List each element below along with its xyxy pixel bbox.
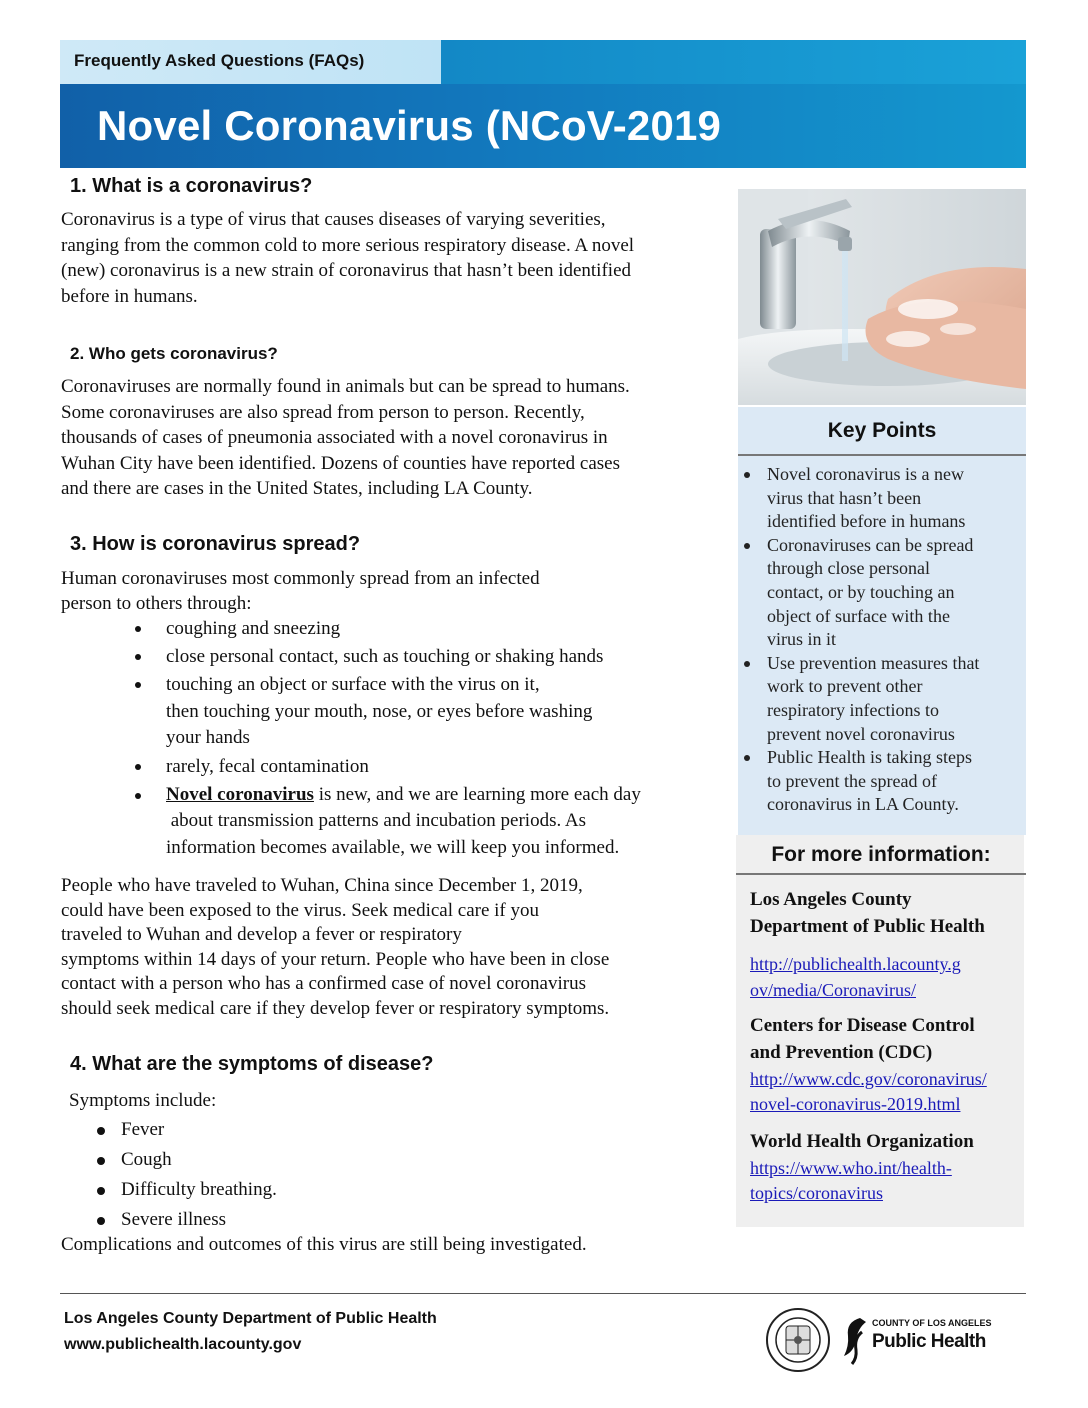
key-point-text: through close personal [767, 558, 930, 579]
q2-line: Some coronaviruses are also spread from person to person. Recently, [61, 401, 585, 423]
q3-closing-line: should seek medical care if they develop fever or respiratory symptoms. [61, 997, 610, 1019]
list-item [121, 1115, 277, 1145]
org-name-line: Department of Public Health [750, 916, 985, 937]
bullet-text: information becomes available, we will keep you informed. [166, 836, 620, 858]
org-who-name: World Health Organization [750, 1131, 974, 1152]
divider [738, 454, 1026, 456]
footer-org: Los Angeles County Department of Public Health [64, 1310, 437, 1327]
q3-heading: 3. How is coronavirus spread? [70, 533, 361, 555]
q3-closing-line: contact with a person who has a confirmed case of novel coronavirus [61, 973, 586, 995]
list-item [767, 652, 979, 746]
more-info-title: For more information: [771, 843, 991, 866]
symptom-text: Severe illness [121, 1209, 227, 1230]
bullet-text: about transmission patterns and incubation periods. As [166, 810, 587, 831]
key-point-text: virus in it [767, 629, 837, 650]
key-point-text: Public Health is taking steps [767, 747, 972, 768]
symptom-text: Fever [121, 1119, 165, 1140]
q3-closing-line: traveled to Wuhan and develop a fever or respiratory [61, 924, 462, 946]
q2-line: Coronaviruses are normally found in animals but can be spread to humans. [61, 376, 630, 397]
list-item [767, 534, 979, 652]
key-point-text: virus that hasn’t been [767, 487, 922, 508]
key-point-text: Use prevention measures that [767, 652, 980, 673]
org-la-name [750, 886, 985, 940]
q2-body [61, 374, 630, 502]
q2-line: thousands of cases of pneumonia associated with a novel coronavirus in [61, 427, 608, 448]
q1-line: Coronavirus is a type of virus that causes diseases of varying severities, [61, 209, 606, 230]
key-point-text: Coronaviruses can be spread [767, 534, 974, 555]
link-line[interactable]: http://www.cdc.gov/coronavirus/ [750, 1069, 987, 1089]
bullet-text: close personal contact, such as touching or shaking hands [166, 646, 604, 667]
org-name-line: Centers for Disease Control [750, 1015, 975, 1036]
link-line[interactable]: https://www.who.int/health- [750, 1158, 952, 1178]
logo-public-health-text: Public Health [872, 1331, 986, 1352]
list-item [166, 782, 641, 862]
q3-intro [61, 566, 540, 616]
q4-closing: Complications and outcomes of this virus are still being investigated. [61, 1234, 587, 1255]
key-points-title: Key Points [827, 419, 937, 442]
list-item [121, 1205, 277, 1235]
key-point-text: work to prevent other [767, 676, 923, 697]
q1-body [61, 207, 634, 309]
link-line[interactable]: http://publichealth.lacounty.g [750, 954, 961, 974]
link-line[interactable]: ov/media/Coronavirus/ [750, 980, 916, 1000]
who-link[interactable] [750, 1156, 952, 1206]
link-line[interactable]: novel-coronavirus-2019.html [750, 1094, 961, 1114]
footer-divider [60, 1293, 1026, 1294]
org-name-line: Los Angeles County [750, 889, 912, 910]
symptom-text: Difficulty breathing. [121, 1179, 277, 1200]
q3-intro-line: Human coronaviruses most commonly spread from an infected [61, 568, 540, 589]
key-points-list [767, 463, 979, 817]
list-item [166, 671, 641, 752]
list-item [121, 1145, 277, 1175]
key-point-text: to prevent the spread of [767, 770, 937, 791]
q2-line: and there are cases in the United States, including LA County. [61, 478, 533, 499]
q4-heading: 4. What are the symptoms of disease? [70, 1053, 434, 1075]
logo-county-text: COUNTY OF LOS ANGELES [872, 1318, 992, 1328]
bullet-text: coughing and sneezing [166, 618, 341, 639]
key-point-text: prevent novel coronavirus [767, 723, 955, 744]
symptom-list [121, 1115, 277, 1235]
q1-line: ranging from the common cold to more serious respiratory disease. A novel [61, 234, 635, 256]
q2-heading: 2. Who gets coronavirus? [70, 344, 278, 363]
page-title: Novel Coronavirus (NCoV-2019 [97, 102, 722, 149]
symptom-text: Cough [121, 1149, 172, 1170]
key-point-text: respiratory infections to [767, 699, 939, 720]
bullet-text: touching an object or surface with the virus on it, [166, 674, 540, 695]
q3-closing [61, 874, 609, 1022]
bullet-text: your hands [166, 727, 250, 748]
faq-tab: Frequently Asked Questions (FAQs) [60, 40, 441, 84]
cdc-link[interactable] [750, 1067, 987, 1117]
q3-bullets [166, 615, 641, 861]
key-point-text: coronavirus in LA County. [767, 794, 959, 815]
divider [736, 873, 1026, 875]
org-cdc-name [750, 1012, 975, 1066]
list-item [166, 615, 641, 643]
link-line[interactable]: topics/coronavirus [750, 1183, 883, 1203]
q3-intro-line: person to others through: [61, 593, 252, 614]
q1-line: (new) coronavirus is a new strain of coronavirus that hasn’t been identified [61, 260, 631, 281]
list-item [767, 463, 979, 534]
q3-closing-line: People who have traveled to Wuhan, China since December 1, 2019, [61, 875, 583, 896]
county-seal-icon [766, 1308, 830, 1372]
org-name-line: and Prevention (CDC) [750, 1042, 933, 1063]
list-item [166, 753, 641, 781]
q3-closing-line: could have been exposed to the virus. Seek medical care if you [61, 899, 539, 921]
q4-intro: Symptoms include: [69, 1090, 217, 1111]
bullet-text: rarely, fecal contamination [166, 755, 369, 777]
q3-closing-line: symptoms within 14 days of your return. People who have been in close [61, 948, 610, 970]
header-top-strip [441, 40, 1026, 84]
bullet-text: then touching your mouth, nose, or eyes before washing [166, 700, 593, 722]
q1-heading: 1. What is a coronavirus? [70, 175, 313, 197]
q2-line: Wuhan City have been identified. Dozens of counties have reported cases [61, 452, 621, 474]
key-point-text: object of surface with the [767, 605, 950, 626]
handwashing-photo [738, 189, 1026, 405]
la-dph-link[interactable] [750, 951, 961, 1003]
list-item [166, 643, 641, 671]
footer-url[interactable]: www.publichealth.lacounty.gov [64, 1336, 302, 1353]
novel-coronavirus-link[interactable]: Novel coronavirus [166, 783, 314, 805]
q1-line: before in humans. [61, 285, 198, 307]
key-point-text: Novel coronavirus is a new [767, 464, 964, 484]
bullet-text: is new, and we are learning more each day [313, 783, 641, 805]
list-item [767, 746, 979, 817]
key-point-text: identified before in humans [767, 511, 966, 532]
key-point-text: contact, or by touching an [767, 581, 955, 602]
list-item [121, 1175, 277, 1205]
